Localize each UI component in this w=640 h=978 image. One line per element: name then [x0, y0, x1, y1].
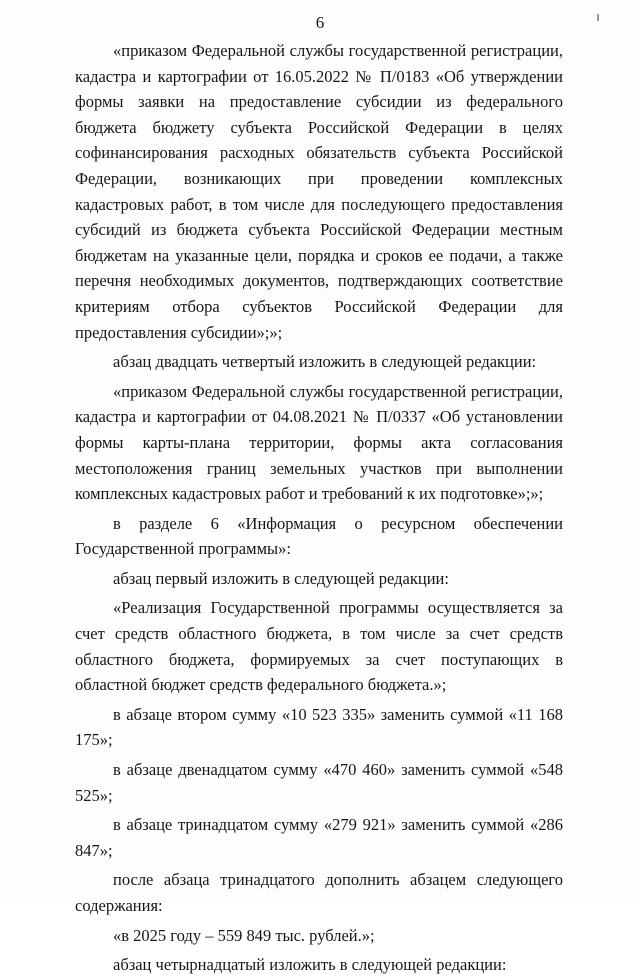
document-body — [75, 38, 563, 978]
paragraph-abzac-2-sum: в абзаце втором сумму «10 523 335» заменить суммой «11 168 175»; — [75, 704, 563, 750]
paragraph-order-16-05-2022: «приказом Федеральной службы государственной регистрации, кадастра и картографии от 16.05.2022 № П/0183 «Об утверждении формы заявки на предоставление субсидии из федерального бюджета бюджету субъекта Российской Федерации в целях софинансирования расходных обязательств субъекта Российской Федерации, возникающих при проведении комплексных кадастровых работ, в том числе для последующего предоставления субсидий из бюджета субъекта Российской Федерации местным бюджетам на указанные цели, порядка и сроков ее подачи, а также перечня необходимых документов, подтверждающих соответствие критериям отбора субъектов Российской Федерации для предоставления субсидии»;»; — [75, 41, 563, 342]
paragraph-add-abzac: после абзаца тринадцатого дополнить абзацем следующего содержания: — [75, 870, 563, 915]
paragraph-abzac-13-sum: в абзаце тринадцатом сумму «279 921» заменить суммой «286 847»; — [75, 815, 563, 860]
paragraph-abzac-24: абзац двадцать четвертый изложить в следующей редакции: — [113, 352, 537, 372]
paragraph-realization: «Реализация Государственной программы осуществляется за счет средств областного бюджета, в том числе за счет средств областного бюджета, формируемых за счет поступающих в областной бюджет средств федерального бюджета.»; — [75, 598, 563, 695]
page-number: 6 — [315, 13, 325, 32]
paragraph-2025: «в 2025 году – 559 849 тыс. рублей.»; — [113, 925, 375, 945]
paragraph-section-6: в разделе 6 «Информация о ресурсном обеспечении Государственной программы»: — [75, 513, 563, 559]
paragraph-abzac-14: абзац четырнадцатый изложить в следующей редакции: — [113, 955, 507, 975]
paragraph-abzac-12-sum: в абзаце двенадцатом сумму «470 460» заменить суммой «548 525»; — [75, 760, 563, 805]
paragraph-order-04-08-2021: «приказом Федеральной службы государственной регистрации, кадастра и картографии от 04.08.2021 № П/0337 «Об установлении формы карты-плана территории, формы акта согласования местоположения границ земельных участков при выполнении комплексных кадастровых работ и требований к их подготовке»;»; — [75, 381, 563, 504]
paragraph-abzac-1: абзац первый изложить в следующей редакции: — [113, 568, 449, 588]
